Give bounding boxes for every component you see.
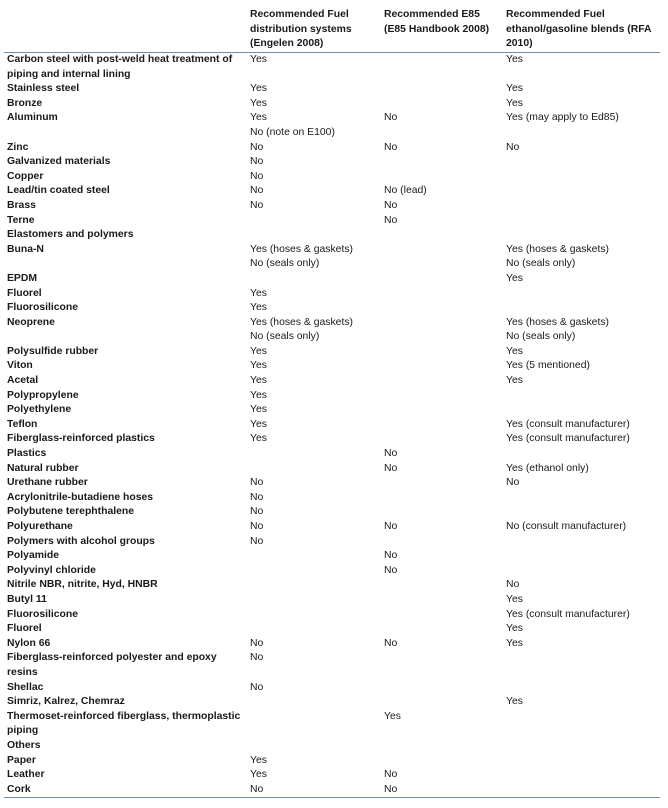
header-material bbox=[4, 6, 247, 53]
material-cell: Zinc bbox=[7, 141, 29, 153]
engelen-cell: Yes bbox=[250, 418, 267, 430]
table-row bbox=[4, 141, 660, 156]
e85-handbook-cell: No bbox=[384, 448, 398, 460]
material-cell: Polysulfide rubber bbox=[7, 345, 99, 357]
table-row bbox=[4, 651, 660, 680]
table-row bbox=[4, 432, 660, 447]
e85-handbook-cell bbox=[381, 403, 503, 418]
material-cell: Teflon bbox=[7, 418, 38, 430]
material-cell: Polyurethane bbox=[7, 521, 73, 532]
engelen-cell bbox=[247, 214, 381, 229]
material-cell: Aluminum bbox=[7, 112, 58, 124]
material-cell: Fiberglass-reinforced polyester and epoxy resins bbox=[7, 652, 217, 678]
material-cell: Simriz, Kalrez, Chemraz bbox=[7, 696, 125, 708]
engelen-cell: Yes bbox=[250, 345, 267, 357]
engelen-cell: No bbox=[250, 783, 264, 795]
material-cell: Fiberglass-reinforced plastics bbox=[7, 433, 155, 445]
engelen-cell bbox=[247, 228, 381, 243]
table-row bbox=[4, 345, 660, 360]
rfa-cell bbox=[503, 491, 660, 506]
engelen-cell: No (seals only) bbox=[250, 258, 320, 270]
e85-handbook-cell bbox=[381, 593, 503, 608]
table-row bbox=[4, 53, 660, 83]
engelen-cell: No bbox=[250, 170, 264, 182]
table-row bbox=[4, 243, 660, 258]
table-row bbox=[4, 476, 660, 491]
material-cell: Others bbox=[7, 739, 41, 751]
e85-handbook-cell bbox=[381, 535, 503, 550]
rfa-cell bbox=[503, 155, 660, 170]
material-cell: Lead/tin coated steel bbox=[7, 185, 110, 197]
table-header bbox=[4, 6, 660, 53]
material-cell bbox=[4, 257, 247, 272]
e85-handbook-cell bbox=[381, 695, 503, 710]
e85-handbook-cell bbox=[381, 272, 503, 287]
header-row bbox=[4, 6, 660, 53]
e85-handbook-cell bbox=[381, 345, 503, 360]
engelen-cell bbox=[247, 549, 381, 564]
engelen-cell: Yes bbox=[250, 754, 267, 766]
table-row bbox=[4, 403, 660, 418]
rfa-cell bbox=[503, 170, 660, 185]
e85-handbook-cell bbox=[381, 739, 503, 754]
e85-handbook-cell bbox=[381, 505, 503, 520]
material-cell: Carbon steel with post-weld heat treatment of piping and internal lining bbox=[7, 54, 233, 80]
rfa-cell bbox=[503, 710, 660, 739]
e85-handbook-cell bbox=[381, 374, 503, 389]
material-cell: Polyethylene bbox=[7, 404, 72, 416]
material-cell: Galvanized materials bbox=[7, 156, 111, 168]
rfa-cell bbox=[503, 228, 660, 243]
material-cell: Stainless steel bbox=[7, 83, 80, 95]
material-cell: Copper bbox=[7, 170, 44, 182]
engelen-cell bbox=[247, 622, 381, 637]
table-row bbox=[4, 184, 660, 199]
engelen-cell bbox=[247, 710, 381, 739]
engelen-cell: Yes bbox=[250, 54, 267, 65]
material-cell: Polyamide bbox=[7, 550, 59, 562]
material-cell: Brass bbox=[7, 199, 36, 211]
rfa-cell bbox=[503, 287, 660, 302]
e85-handbook-cell bbox=[381, 301, 503, 316]
material-cell: Butyl 11 bbox=[7, 593, 47, 605]
table-row bbox=[4, 505, 660, 520]
rfa-cell bbox=[503, 199, 660, 214]
table-row bbox=[4, 257, 660, 272]
material-cell: Urethane rubber bbox=[7, 477, 88, 489]
table-row bbox=[4, 389, 660, 404]
rfa-cell: Yes bbox=[506, 696, 523, 708]
material-cell: Paper bbox=[7, 754, 36, 766]
table-row bbox=[4, 768, 660, 783]
material-cell: Shellac bbox=[7, 681, 44, 693]
header-rfa: Recommended Fuel ethanol/gasoline blends (RFA 2010) bbox=[506, 9, 652, 50]
rfa-cell bbox=[503, 301, 660, 316]
e85-handbook-cell bbox=[381, 578, 503, 593]
engelen-cell: Yes bbox=[250, 287, 267, 299]
engelen-cell: Yes bbox=[250, 433, 267, 445]
material-cell: Polyvinyl chloride bbox=[7, 564, 96, 576]
table-row bbox=[4, 710, 660, 739]
material-cell: Cork bbox=[7, 783, 31, 795]
rfa-cell: Yes (consult manufacturer) bbox=[506, 433, 630, 445]
engelen-cell: No bbox=[250, 521, 264, 532]
material-cell: Natural rubber bbox=[7, 462, 79, 474]
rfa-cell bbox=[503, 564, 660, 579]
e85-handbook-cell: No bbox=[384, 783, 398, 795]
engelen-cell: No bbox=[250, 185, 264, 197]
material-cell: Neoprene bbox=[7, 316, 55, 328]
rfa-cell bbox=[503, 126, 660, 141]
table-row bbox=[4, 374, 660, 389]
engelen-cell: No bbox=[250, 156, 264, 168]
material-cell: Fluorosilicone bbox=[7, 608, 79, 620]
e85-handbook-cell bbox=[381, 97, 503, 112]
header-e85-handbook: Recommended E85 (E85 Handbook 2008) bbox=[384, 9, 490, 35]
rfa-cell: No (seals only) bbox=[506, 258, 576, 270]
table-row bbox=[4, 170, 660, 185]
table-row bbox=[4, 695, 660, 710]
table-row bbox=[4, 214, 660, 229]
rfa-cell bbox=[503, 681, 660, 696]
table-row bbox=[4, 330, 660, 345]
rfa-cell bbox=[503, 739, 660, 754]
e85-handbook-cell bbox=[381, 754, 503, 769]
table-row bbox=[4, 535, 660, 550]
header-engelen: Recommended Fuel distribution systems (Engelen 2008) bbox=[250, 9, 352, 50]
e85-handbook-cell: No bbox=[384, 112, 398, 124]
table-row bbox=[4, 549, 660, 564]
rfa-cell: Yes bbox=[506, 375, 523, 387]
engelen-cell: Yes bbox=[250, 404, 267, 416]
e85-handbook-cell: No bbox=[384, 769, 398, 781]
table-row bbox=[4, 783, 660, 798]
e85-handbook-cell: No bbox=[384, 462, 398, 474]
rfa-cell bbox=[503, 754, 660, 769]
table-row bbox=[4, 739, 660, 754]
table-row bbox=[4, 447, 660, 462]
rfa-cell: No bbox=[506, 141, 520, 153]
rfa-cell bbox=[503, 403, 660, 418]
rfa-cell: Yes bbox=[506, 83, 523, 95]
table-row bbox=[4, 681, 660, 696]
material-cell: EPDM bbox=[7, 272, 38, 284]
e85-handbook-cell bbox=[381, 170, 503, 185]
rfa-cell: Yes (5 mentioned) bbox=[506, 360, 590, 372]
e85-handbook-cell bbox=[381, 228, 503, 243]
table-row bbox=[4, 228, 660, 243]
engelen-cell: No bbox=[250, 491, 264, 503]
e85-handbook-cell bbox=[381, 257, 503, 272]
engelen-cell: Yes bbox=[250, 302, 267, 314]
engelen-cell: No (seals only) bbox=[250, 331, 320, 343]
rfa-cell bbox=[503, 783, 660, 798]
material-cell: Leather bbox=[7, 769, 45, 781]
rfa-cell: Yes bbox=[506, 623, 523, 635]
material-cell bbox=[4, 330, 247, 345]
rfa-cell: Yes bbox=[506, 97, 523, 109]
e85-handbook-cell bbox=[381, 330, 503, 345]
rfa-cell bbox=[503, 768, 660, 783]
table-row bbox=[4, 301, 660, 316]
rfa-cell: Yes (ethanol only) bbox=[506, 462, 589, 474]
table-row bbox=[4, 754, 660, 769]
table-row bbox=[4, 126, 660, 141]
e85-handbook-cell bbox=[381, 389, 503, 404]
engelen-cell: Yes (hoses & gaskets) bbox=[250, 316, 353, 328]
rfa-cell: Yes bbox=[506, 272, 523, 284]
materials-compatibility-table bbox=[4, 6, 660, 798]
engelen-cell: Yes bbox=[250, 83, 267, 95]
rfa-cell: Yes bbox=[506, 593, 523, 605]
rfa-cell: No bbox=[506, 477, 520, 489]
engelen-cell: No bbox=[250, 681, 264, 693]
table-row bbox=[4, 287, 660, 302]
e85-handbook-cell bbox=[381, 53, 503, 83]
engelen-cell: Yes bbox=[250, 97, 267, 109]
engelen-cell: No bbox=[250, 637, 264, 649]
material-cell: Nitrile NBR, nitrite, Hyd, HNBR bbox=[7, 579, 158, 591]
e85-handbook-cell bbox=[381, 476, 503, 491]
engelen-cell: No bbox=[250, 199, 264, 211]
e85-handbook-cell: No bbox=[384, 550, 398, 562]
rfa-cell: No (seals only) bbox=[506, 331, 576, 343]
e85-handbook-cell bbox=[381, 243, 503, 258]
rfa-cell: Yes (hoses & gaskets) bbox=[506, 316, 609, 328]
material-cell: Fluorel bbox=[7, 623, 42, 635]
rfa-cell: No bbox=[506, 579, 520, 591]
engelen-cell: No bbox=[250, 652, 264, 664]
e85-handbook-cell: No bbox=[384, 521, 398, 532]
engelen-cell bbox=[247, 447, 381, 462]
engelen-cell bbox=[247, 695, 381, 710]
engelen-cell bbox=[247, 272, 381, 287]
material-cell: Buna-N bbox=[7, 243, 44, 255]
material-cell: Acrylonitrile-butadiene hoses bbox=[7, 491, 154, 503]
table-row bbox=[4, 462, 660, 477]
table-row bbox=[4, 155, 660, 170]
engelen-cell: Yes (hoses & gaskets) bbox=[250, 243, 353, 255]
material-cell: Acetal bbox=[7, 375, 39, 387]
e85-handbook-cell bbox=[381, 316, 503, 331]
material-cell: Polybutene terephthalene bbox=[7, 506, 135, 518]
e85-handbook-cell bbox=[381, 418, 503, 433]
rfa-cell bbox=[503, 535, 660, 550]
rfa-cell bbox=[503, 214, 660, 229]
e85-handbook-cell bbox=[381, 622, 503, 637]
table-row bbox=[4, 593, 660, 608]
e85-handbook-cell: No (lead) bbox=[384, 185, 427, 197]
rfa-cell bbox=[503, 447, 660, 462]
engelen-cell bbox=[247, 739, 381, 754]
e85-handbook-cell bbox=[381, 608, 503, 623]
rfa-cell bbox=[503, 184, 660, 199]
engelen-cell: Yes bbox=[250, 375, 267, 387]
e85-handbook-cell bbox=[381, 155, 503, 170]
e85-handbook-cell bbox=[381, 432, 503, 447]
rfa-cell: Yes (consult manufacturer) bbox=[506, 418, 630, 430]
e85-handbook-cell bbox=[381, 681, 503, 696]
material-cell: Nylon 66 bbox=[7, 637, 51, 649]
rfa-cell: No (consult manufacturer) bbox=[506, 521, 627, 532]
material-cell: Bronze bbox=[7, 97, 43, 109]
material-cell: Thermoset-reinforced fiberglass, thermoplastic piping bbox=[7, 710, 241, 737]
rfa-cell: Yes (consult manufacturer) bbox=[506, 608, 630, 620]
e85-handbook-cell bbox=[381, 491, 503, 506]
e85-handbook-cell: No bbox=[384, 199, 398, 211]
rfa-cell: Yes bbox=[506, 637, 523, 649]
table-row bbox=[4, 418, 660, 433]
engelen-cell bbox=[247, 462, 381, 477]
material-cell: Polypropylene bbox=[7, 389, 79, 401]
table-row bbox=[4, 82, 660, 97]
material-cell bbox=[4, 126, 247, 141]
material-cell: Fluorosilicone bbox=[7, 302, 79, 314]
table-row bbox=[4, 111, 660, 126]
table-row bbox=[4, 359, 660, 374]
e85-handbook-cell bbox=[381, 651, 503, 680]
engelen-cell bbox=[247, 564, 381, 579]
rfa-cell bbox=[503, 389, 660, 404]
table-row bbox=[4, 491, 660, 506]
table-row bbox=[4, 316, 660, 331]
table-row bbox=[4, 622, 660, 637]
engelen-cell: No (note on E100) bbox=[250, 126, 335, 138]
e85-handbook-cell bbox=[381, 126, 503, 141]
table-row bbox=[4, 97, 660, 112]
rfa-cell: Yes (hoses & gaskets) bbox=[506, 243, 609, 255]
engelen-cell: Yes bbox=[250, 360, 267, 372]
e85-handbook-cell: No bbox=[384, 141, 398, 153]
table-row bbox=[4, 637, 660, 652]
rfa-cell bbox=[503, 549, 660, 564]
table-row bbox=[4, 578, 660, 593]
table-row bbox=[4, 199, 660, 214]
engelen-cell: No bbox=[250, 141, 264, 153]
rfa-cell: Yes bbox=[506, 345, 523, 357]
engelen-cell: No bbox=[250, 535, 264, 547]
engelen-cell: Yes bbox=[250, 769, 267, 781]
rfa-cell: Yes (may apply to Ed85) bbox=[506, 112, 619, 124]
material-cell: Terne bbox=[7, 214, 35, 226]
rfa-cell bbox=[503, 651, 660, 680]
e85-handbook-cell: No bbox=[384, 214, 398, 226]
material-cell: Fluorel bbox=[7, 287, 42, 299]
e85-handbook-cell bbox=[381, 359, 503, 374]
table-row bbox=[4, 520, 660, 535]
engelen-cell: Yes bbox=[250, 112, 267, 124]
material-cell: Plastics bbox=[7, 448, 47, 460]
engelen-cell bbox=[247, 593, 381, 608]
table-body bbox=[4, 53, 660, 798]
engelen-cell bbox=[247, 608, 381, 623]
table-row bbox=[4, 608, 660, 623]
engelen-cell bbox=[247, 578, 381, 593]
rfa-cell bbox=[503, 505, 660, 520]
e85-handbook-cell: Yes bbox=[384, 710, 401, 722]
engelen-cell: No bbox=[250, 506, 264, 518]
table-row bbox=[4, 564, 660, 579]
engelen-cell: No bbox=[250, 477, 264, 489]
e85-handbook-cell bbox=[381, 82, 503, 97]
e85-handbook-cell bbox=[381, 287, 503, 302]
table-row bbox=[4, 272, 660, 287]
rfa-cell: Yes bbox=[506, 54, 523, 65]
material-cell: Elastomers and polymers bbox=[7, 229, 134, 241]
material-cell: Polymers with alcohol groups bbox=[7, 535, 155, 547]
material-cell: Viton bbox=[7, 360, 33, 372]
e85-handbook-cell: No bbox=[384, 637, 398, 649]
engelen-cell: Yes bbox=[250, 389, 267, 401]
e85-handbook-cell: No bbox=[384, 564, 398, 576]
